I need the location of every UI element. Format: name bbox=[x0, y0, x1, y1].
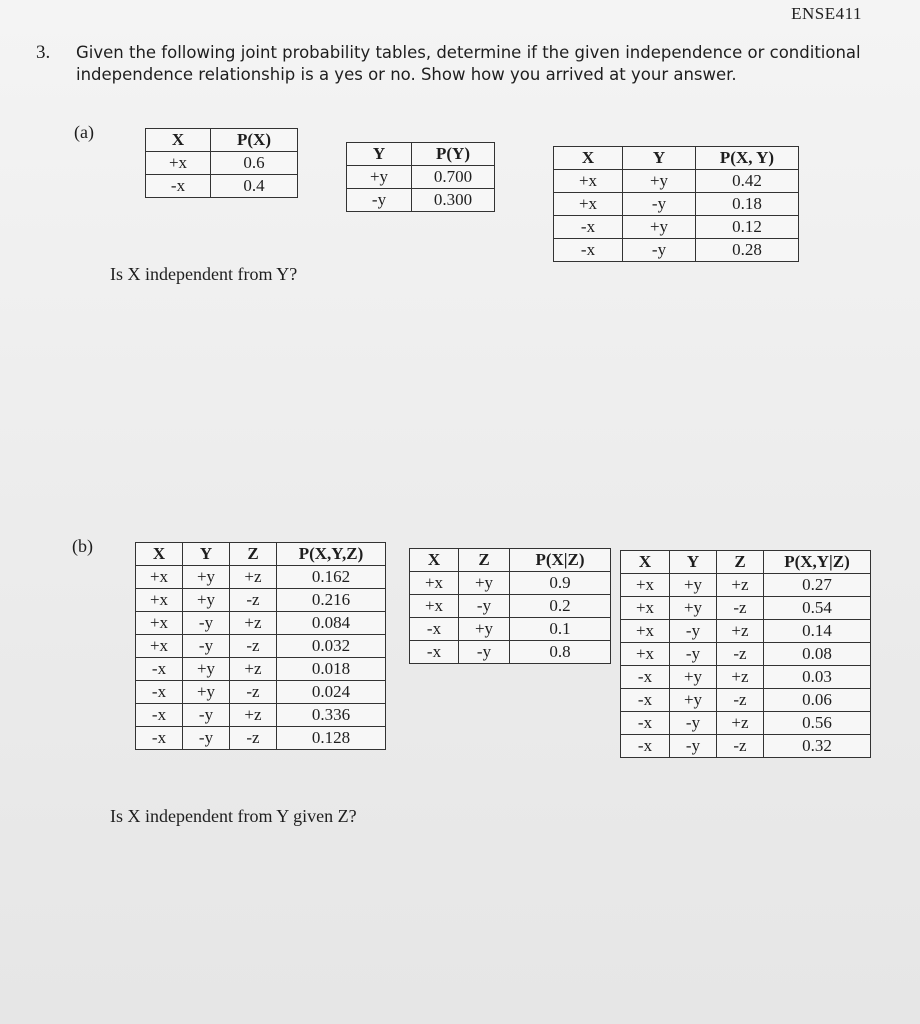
table-cell: +y bbox=[623, 170, 696, 193]
table-cell: +y bbox=[183, 589, 230, 612]
table-cell: 0.14 bbox=[764, 620, 871, 643]
table-header-row bbox=[410, 549, 611, 572]
table-row bbox=[621, 689, 871, 712]
table-cell: +x bbox=[136, 635, 183, 658]
table-row bbox=[410, 618, 611, 641]
table-row bbox=[410, 641, 611, 664]
table-cell: 0.018 bbox=[277, 658, 386, 681]
column-header: P(X) bbox=[211, 129, 298, 152]
table-cell: -x bbox=[136, 681, 183, 704]
table-cell: 0.08 bbox=[764, 643, 871, 666]
table-row bbox=[136, 612, 386, 635]
table-cell: -z bbox=[717, 643, 764, 666]
table-row bbox=[136, 589, 386, 612]
table-cell: 0.216 bbox=[277, 589, 386, 612]
column-header: P(X,Y,Z) bbox=[277, 543, 386, 566]
column-header: Y bbox=[623, 147, 696, 170]
table-cell: -z bbox=[717, 735, 764, 758]
part-a-label: (a) bbox=[74, 122, 94, 142]
table-cell: +x bbox=[621, 574, 670, 597]
table-row bbox=[136, 681, 386, 704]
column-header: Z bbox=[459, 549, 510, 572]
table-cell: -z bbox=[230, 681, 277, 704]
table-cell: +z bbox=[230, 612, 277, 635]
table-p-xy bbox=[553, 146, 799, 262]
table-cell: +y bbox=[670, 689, 717, 712]
table-cell: -y bbox=[670, 735, 717, 758]
table-cell: 0.27 bbox=[764, 574, 871, 597]
table-row bbox=[136, 704, 386, 727]
question-number: 3. bbox=[36, 42, 51, 63]
table-cell: -y bbox=[183, 612, 230, 635]
table-p-xyz bbox=[135, 542, 386, 750]
table-cell: +y bbox=[183, 658, 230, 681]
table-cell: +x bbox=[410, 572, 459, 595]
table-header-row bbox=[621, 551, 871, 574]
table-cell: +z bbox=[717, 712, 764, 735]
course-code: ENSE411 bbox=[791, 4, 862, 23]
table-row bbox=[621, 735, 871, 758]
table-cell: -x bbox=[621, 735, 670, 758]
table-cell: -y bbox=[183, 635, 230, 658]
table-header-row bbox=[554, 147, 799, 170]
table-p-x bbox=[145, 128, 298, 198]
table-cell: +x bbox=[554, 170, 623, 193]
table-row bbox=[410, 595, 611, 618]
column-header: X bbox=[554, 147, 623, 170]
table-cell: 0.54 bbox=[764, 597, 871, 620]
table-cell: -z bbox=[230, 727, 277, 750]
table-header-row bbox=[347, 143, 495, 166]
table-cell: 0.28 bbox=[696, 239, 799, 262]
column-header: P(X, Y) bbox=[696, 147, 799, 170]
table-cell: +x bbox=[621, 620, 670, 643]
table-row bbox=[621, 620, 871, 643]
table-cell: 0.18 bbox=[696, 193, 799, 216]
table-cell: 0.336 bbox=[277, 704, 386, 727]
table-cell: +x bbox=[136, 566, 183, 589]
table-cell: 0.42 bbox=[696, 170, 799, 193]
table-cell: -y bbox=[670, 712, 717, 735]
table-row bbox=[347, 166, 495, 189]
table-row bbox=[554, 193, 799, 216]
table-cell: -y bbox=[459, 595, 510, 618]
table-row bbox=[136, 658, 386, 681]
table-row bbox=[621, 666, 871, 689]
table-cell: -y bbox=[670, 643, 717, 666]
part-b-label: (b) bbox=[72, 536, 93, 556]
column-header: Z bbox=[230, 543, 277, 566]
table-cell: -y bbox=[623, 193, 696, 216]
table-row bbox=[347, 189, 495, 212]
table-cell: 0.06 bbox=[764, 689, 871, 712]
column-header: X bbox=[621, 551, 670, 574]
table-cell: -x bbox=[621, 666, 670, 689]
table-cell: 0.12 bbox=[696, 216, 799, 239]
table-row bbox=[621, 574, 871, 597]
table-header-row bbox=[146, 129, 298, 152]
table-cell: +z bbox=[717, 620, 764, 643]
table-cell: +z bbox=[230, 704, 277, 727]
table-cell: 0.6 bbox=[211, 152, 298, 175]
table-cell: -z bbox=[717, 689, 764, 712]
table-cell: -x bbox=[410, 641, 459, 664]
table-cell: 0.8 bbox=[510, 641, 611, 664]
table-row bbox=[554, 216, 799, 239]
table-cell: -x bbox=[621, 712, 670, 735]
table-row bbox=[621, 597, 871, 620]
table-cell: 0.03 bbox=[764, 666, 871, 689]
table-cell: 0.56 bbox=[764, 712, 871, 735]
table-cell: 0.032 bbox=[277, 635, 386, 658]
column-header: P(Y) bbox=[412, 143, 495, 166]
column-header: Y bbox=[347, 143, 412, 166]
column-header: Z bbox=[717, 551, 764, 574]
question-text: Given the following joint probability tables, determine if the given independence or conditional independence relationship is a yes or no. Show how you arrived at your answer. bbox=[76, 43, 861, 84]
table-cell: 0.32 bbox=[764, 735, 871, 758]
table-cell: -z bbox=[230, 635, 277, 658]
table-cell: -x bbox=[136, 658, 183, 681]
table-cell: +y bbox=[347, 166, 412, 189]
table-cell: +y bbox=[183, 566, 230, 589]
table-cell: -x bbox=[554, 216, 623, 239]
table-cell: -y bbox=[183, 704, 230, 727]
table-cell: -x bbox=[621, 689, 670, 712]
table-cell: -x bbox=[410, 618, 459, 641]
table-cell: 0.128 bbox=[277, 727, 386, 750]
table-cell: -y bbox=[459, 641, 510, 664]
table-cell: 0.162 bbox=[277, 566, 386, 589]
table-cell: +z bbox=[230, 566, 277, 589]
table-cell: +x bbox=[410, 595, 459, 618]
table-cell: +z bbox=[717, 666, 764, 689]
table-cell: 0.700 bbox=[412, 166, 495, 189]
table-cell: 0.1 bbox=[510, 618, 611, 641]
column-header: Y bbox=[670, 551, 717, 574]
table-row bbox=[136, 727, 386, 750]
table-row bbox=[136, 566, 386, 589]
table-cell: +x bbox=[554, 193, 623, 216]
table-cell: +x bbox=[136, 612, 183, 635]
table-cell: +x bbox=[621, 643, 670, 666]
table-cell: +z bbox=[717, 574, 764, 597]
table-row bbox=[554, 170, 799, 193]
table-cell: +y bbox=[670, 666, 717, 689]
table-cell: -x bbox=[136, 727, 183, 750]
table-cell: +z bbox=[230, 658, 277, 681]
table-cell: +y bbox=[459, 618, 510, 641]
table-cell: -y bbox=[670, 620, 717, 643]
table-row bbox=[554, 239, 799, 262]
table-row bbox=[621, 643, 871, 666]
table-p-x-given-z bbox=[409, 548, 611, 664]
table-header-row bbox=[136, 543, 386, 566]
table-cell: -x bbox=[554, 239, 623, 262]
table-p-xy-given-z bbox=[620, 550, 871, 758]
table-cell: +x bbox=[621, 597, 670, 620]
table-row bbox=[136, 635, 386, 658]
table-cell: -x bbox=[146, 175, 211, 198]
table-row bbox=[146, 175, 298, 198]
table-cell: +y bbox=[183, 681, 230, 704]
column-header: X bbox=[410, 549, 459, 572]
table-cell: 0.4 bbox=[211, 175, 298, 198]
table-cell: -z bbox=[717, 597, 764, 620]
table-cell: 0.300 bbox=[412, 189, 495, 212]
table-cell: -z bbox=[230, 589, 277, 612]
table-cell: -y bbox=[623, 239, 696, 262]
column-header: X bbox=[146, 129, 211, 152]
table-cell: -x bbox=[136, 704, 183, 727]
table-row bbox=[621, 712, 871, 735]
part-a-question: Is X independent from Y? bbox=[110, 264, 298, 284]
table-cell: 0.024 bbox=[277, 681, 386, 704]
table-cell: -y bbox=[347, 189, 412, 212]
table-cell: +y bbox=[670, 574, 717, 597]
column-header: P(X,Y|Z) bbox=[764, 551, 871, 574]
column-header: X bbox=[136, 543, 183, 566]
column-header: P(X|Z) bbox=[510, 549, 611, 572]
table-cell: 0.084 bbox=[277, 612, 386, 635]
table-cell: +y bbox=[623, 216, 696, 239]
table-cell: +y bbox=[459, 572, 510, 595]
table-cell: +x bbox=[146, 152, 211, 175]
table-p-y bbox=[346, 142, 495, 212]
table-cell: 0.2 bbox=[510, 595, 611, 618]
table-cell: -y bbox=[183, 727, 230, 750]
table-cell: +x bbox=[136, 589, 183, 612]
column-header: Y bbox=[183, 543, 230, 566]
part-b-question: Is X independent from Y given Z? bbox=[110, 806, 357, 826]
table-cell: +y bbox=[670, 597, 717, 620]
table-row bbox=[410, 572, 611, 595]
table-cell: 0.9 bbox=[510, 572, 611, 595]
table-row bbox=[146, 152, 298, 175]
